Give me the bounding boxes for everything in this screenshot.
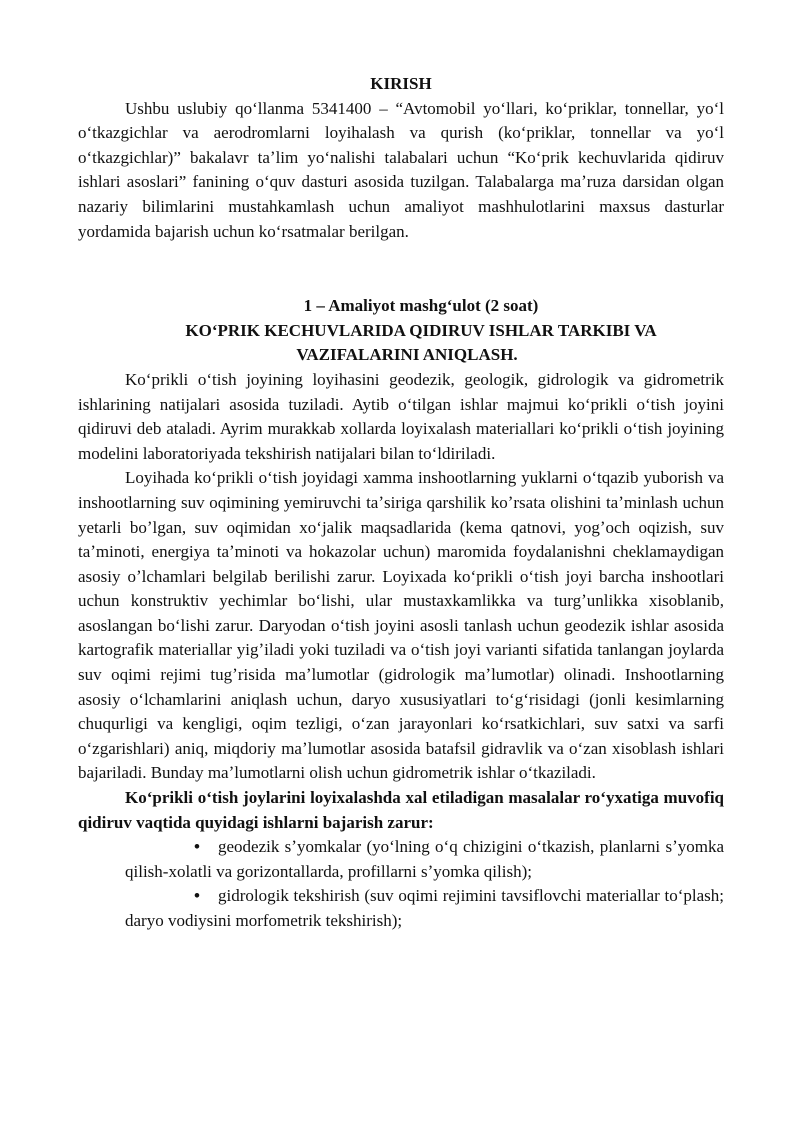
intro-paragraph: Ushbu uslubiy qoʻllanma 5341400 – “Avtomobil yoʻllari, koʻpriklar, tonnellar, yoʻl oʻtkazgichlar va aerodromlarni loyihalash va qurish (koʻpriklar, tonnellar va yoʻl oʻtkazgichlar)” bakalavr taʼlim yoʻnalishi talabalari uchun “Koʻprik kechuvlarida qidiruv ishlari asoslari” fanining oʻquv dasturi asosida tuzilgan. Talabalarga maʼruza darsidan olgan nazariy bilimlarini mustahkamlash uchun amaliyot mashhulotlarini maxsus dasturlar yordamida bajarish uchun koʻrsatmalar berilgan. — [78, 98, 724, 241]
document-page — [78, 72, 724, 934]
list-item-text: gidrologik tekshirish (suv oqimi rejimini tavsiflovchi materiallar toʻplash; daryo vodiysini morfometrik tekshirish); — [125, 886, 724, 930]
intro-heading: KIRISH — [370, 74, 432, 93]
list-item — [78, 835, 724, 884]
list-item — [78, 884, 724, 933]
lesson-title-line-1: KOʻPRIK KECHUVLARIDA QIDIRUV ISHLAR TARKIBI VA — [185, 320, 657, 340]
section-gap — [78, 244, 724, 294]
lesson-title-line-2: VAZIFALARINI ANIQLASH. — [296, 345, 518, 365]
bullet-icon: • — [194, 886, 200, 906]
lesson-number: 1 – Amaliyot mashgʻulot (2 soat) — [303, 296, 539, 316]
body-paragraph: Koʻprikli oʻtish joyining loyihasini geodezik, geologik, gidrologik va gidrometrik ishlarining natijalari asosida tuziladi. Aytib oʻtilgan ishlar majmui koʻprikli oʻtish joyini qidiruvi deb ataladi. Ayrim murakkab xollarda loyixalash materiallari koʻprikli oʻtish joyining modelini laboratoriyada tekshirish natijalari bilan toʻldiriladi. — [78, 369, 724, 463]
bullet-icon: • — [194, 837, 200, 857]
tasks-intro: Koʻprikli oʻtish joylarini loyixalashda xal etiladigan masalalar roʻyxatiga muvofiq qidiruv vaqtida quyidagi ishlarni bajarish zarur: — [78, 788, 724, 832]
body-paragraph: Loyihada koʻprikli oʻtish joyidagi xamma inshootlarning yuklarni oʻtqazib yuborish va inshootlarning suv oqimining yemiruvchi taʼsiriga qarshilik koʼrsata olishini taʼminlash uchun yetarli boʼlgan, suv oqimidan xoʻjalik maqsadlarida (kema qatnovi, yogʼoch oqizish, suv taʼminoti, energiya taʼminoti va hokazolar uchun) maromida foydalanishni cheklamaydigan asosiy oʼlchamlari belgilab berilishi zarur. Loyixada koʻprikli oʻtish joyi barcha inshootlari uchun konstruktiv yechimlar boʻlishi, ular mustaxkamlikka va turgʼunlikka xisoblanib, asoslangan boʻlishi zarur. Daryodan oʻtish joyini asosli tanlash uchun geodezik ishlar asosida kartografik materiallar yigʼiladi yoki tuziladi va oʻtish joyi varianti sifatida tanlangan joylarda suv oqimi rejimi tugʼrisida maʼlumotlar (gidrologik maʼlumotlar) olinadi. Inshootlarning asosiy oʻlchamlarini aniqlash uchun, daryo xususiyatlari toʻgʻrisidagi (jonli kesimlarning chuqurligi va kengligi, oqim tezligi, oʻzan jarayonlari koʻrsatkichlari, suv satxi va sarfi oʻzgarishlari) aniq, miqdoriy maʼlumotlar asosida batafsil gidravlik va oʻzan xisoblash ishlari bajariladi. Bunday maʼlumotlarni olish uchun gidrometrik ishlar oʻtkaziladi. — [78, 468, 724, 783]
list-item-text: geodezik sʼyomkalar (yoʻlning oʻq chizigini oʻtkazish, planlarni sʼyomka qilish-xolatli va gorizontallarda, profillarni sʼyomka qilish); — [125, 837, 724, 881]
task-list — [78, 835, 724, 933]
